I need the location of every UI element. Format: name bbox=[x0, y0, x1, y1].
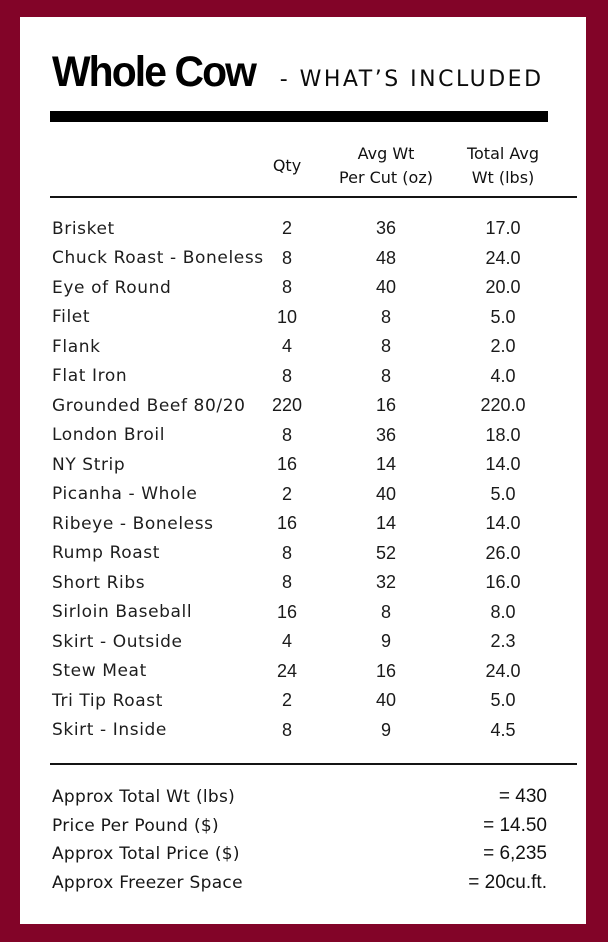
qty-cell: 10 bbox=[276, 306, 298, 327]
avg-wt-cell: 9 bbox=[380, 719, 391, 740]
column-header-avg-wt bbox=[339, 142, 433, 190]
summary-value: = 6,235 bbox=[483, 843, 547, 865]
cuts-table bbox=[20, 214, 586, 745]
qty-cell: 8 bbox=[281, 572, 292, 593]
cut-name-cell: Filet bbox=[52, 307, 91, 328]
total-wt-cell: 5.0 bbox=[490, 690, 516, 711]
table-row bbox=[20, 362, 586, 392]
total-wt-cell: 5.0 bbox=[490, 483, 516, 504]
avg-wt-cell: 36 bbox=[375, 218, 397, 239]
qty-cell: 220 bbox=[271, 395, 303, 416]
avg-wt-cell: 48 bbox=[375, 247, 397, 268]
qty-cell: 8 bbox=[281, 247, 292, 268]
cut-name-cell: Skirt - Inside bbox=[52, 720, 167, 741]
flyer-header bbox=[52, 49, 544, 96]
summary-label: Approx Total Price ($) bbox=[52, 844, 240, 865]
qty-cell: 16 bbox=[276, 454, 298, 475]
total-wt-cell: 8.0 bbox=[490, 601, 516, 622]
qty-cell: 2 bbox=[281, 483, 292, 504]
table-row bbox=[20, 391, 586, 421]
summary-row bbox=[20, 840, 586, 869]
total-wt-cell: 14.0 bbox=[485, 454, 521, 475]
summary-row bbox=[20, 783, 586, 812]
avg-wt-cell: 16 bbox=[375, 395, 397, 416]
qty-cell: 4 bbox=[281, 336, 292, 357]
summary-label: Approx Total Wt (lbs) bbox=[52, 787, 236, 808]
summary-rule bbox=[50, 763, 577, 765]
cut-name-cell: Flat Iron bbox=[52, 366, 128, 387]
qty-cell: 4 bbox=[281, 631, 292, 652]
avg-wt-cell: 40 bbox=[375, 690, 397, 711]
qty-cell: 2 bbox=[281, 218, 292, 239]
table-row bbox=[20, 273, 586, 303]
column-header-avg-wt-line1: Avg Wt bbox=[357, 144, 415, 163]
avg-wt-cell: 52 bbox=[375, 542, 397, 563]
qty-cell: 8 bbox=[281, 719, 292, 740]
page-subtitle: - WHAT’S INCLUDED bbox=[279, 67, 544, 92]
total-wt-cell: 16.0 bbox=[485, 572, 521, 593]
total-wt-cell: 20.0 bbox=[485, 277, 521, 298]
table-row bbox=[20, 332, 586, 362]
column-header-avg-wt-line2: Per Cut (oz) bbox=[339, 168, 433, 187]
avg-wt-cell: 8 bbox=[380, 601, 391, 622]
qty-cell: 8 bbox=[281, 424, 292, 445]
cut-name-cell: Sirloin Baseball bbox=[52, 602, 193, 623]
cut-name-cell: NY Strip bbox=[52, 454, 126, 475]
page-title: Whole Cow bbox=[52, 48, 256, 96]
table-row bbox=[20, 509, 586, 539]
table-row bbox=[20, 421, 586, 451]
cut-name-cell: Stew Meat bbox=[52, 661, 147, 682]
cut-name-cell: Short Ribs bbox=[52, 572, 146, 593]
summary-row bbox=[20, 812, 586, 841]
avg-wt-cell: 16 bbox=[375, 660, 397, 681]
avg-wt-cell: 14 bbox=[375, 513, 397, 534]
table-row bbox=[20, 598, 586, 628]
column-header-qty-label: Qty bbox=[272, 156, 302, 175]
avg-wt-cell: 36 bbox=[375, 424, 397, 445]
qty-cell: 16 bbox=[276, 601, 298, 622]
total-wt-cell: 24.0 bbox=[485, 660, 521, 681]
table-row bbox=[20, 539, 586, 569]
avg-wt-cell: 8 bbox=[380, 365, 391, 386]
summary-label: Price Per Pound ($) bbox=[52, 815, 219, 836]
total-wt-cell: 24.0 bbox=[485, 247, 521, 268]
qty-cell: 24 bbox=[276, 660, 298, 681]
table-row bbox=[20, 716, 586, 746]
total-wt-cell: 14.0 bbox=[485, 513, 521, 534]
cut-name-cell: Brisket bbox=[52, 218, 115, 239]
summary-value: = 14.50 bbox=[483, 814, 547, 836]
summary-value: = 20cu.ft. bbox=[468, 872, 547, 894]
cut-name-cell: Tri Tip Roast bbox=[52, 690, 163, 711]
qty-cell: 8 bbox=[281, 365, 292, 386]
table-row bbox=[20, 303, 586, 333]
column-header-total-wt bbox=[467, 142, 539, 190]
qty-cell: 2 bbox=[281, 690, 292, 711]
cut-name-cell: Picanha - Whole bbox=[52, 484, 198, 505]
avg-wt-cell: 40 bbox=[375, 277, 397, 298]
column-header-total-wt-line2: Wt (lbs) bbox=[471, 168, 535, 187]
cut-name-cell: London Broil bbox=[52, 425, 166, 446]
table-row bbox=[20, 657, 586, 687]
total-wt-cell: 4.0 bbox=[490, 365, 516, 386]
total-wt-cell: 4.5 bbox=[490, 719, 516, 740]
qty-cell: 16 bbox=[276, 513, 298, 534]
table-row bbox=[20, 214, 586, 244]
qty-cell: 8 bbox=[281, 277, 292, 298]
header-rule bbox=[50, 196, 577, 198]
total-wt-cell: 220.0 bbox=[480, 395, 526, 416]
qty-cell: 8 bbox=[281, 542, 292, 563]
summary-section bbox=[20, 783, 586, 897]
summary-row bbox=[20, 869, 586, 898]
summary-value: = 430 bbox=[498, 786, 547, 808]
flyer-sheet bbox=[20, 17, 586, 924]
cut-name-cell: Skirt - Outside bbox=[52, 631, 183, 652]
total-wt-cell: 26.0 bbox=[485, 542, 521, 563]
table-row bbox=[20, 627, 586, 657]
cut-name-cell: Eye of Round bbox=[52, 277, 172, 298]
avg-wt-cell: 40 bbox=[375, 483, 397, 504]
cut-name-cell: Ribeye - Boneless bbox=[52, 513, 214, 534]
cut-name-cell: Rump Roast bbox=[52, 543, 160, 564]
summary-label: Approx Freezer Space bbox=[52, 873, 243, 894]
avg-wt-cell: 14 bbox=[375, 454, 397, 475]
avg-wt-cell: 8 bbox=[380, 336, 391, 357]
table-row bbox=[20, 450, 586, 480]
column-header-total-wt-line1: Total Avg bbox=[466, 144, 540, 163]
cut-name-cell: Chuck Roast - Boneless bbox=[52, 248, 264, 269]
table-row bbox=[20, 244, 586, 274]
total-wt-cell: 5.0 bbox=[490, 306, 516, 327]
cut-name-cell: Flank bbox=[52, 336, 101, 357]
avg-wt-cell: 9 bbox=[380, 631, 391, 652]
total-wt-cell: 17.0 bbox=[485, 218, 521, 239]
total-wt-cell: 2.3 bbox=[490, 631, 516, 652]
total-wt-cell: 18.0 bbox=[485, 424, 521, 445]
avg-wt-cell: 8 bbox=[380, 306, 391, 327]
cut-name-cell: Grounded Beef 80/20 bbox=[52, 395, 246, 416]
divider-bar bbox=[50, 111, 548, 122]
column-header-qty bbox=[273, 140, 301, 192]
total-wt-cell: 2.0 bbox=[490, 336, 516, 357]
column-headers bbox=[20, 140, 586, 192]
table-row bbox=[20, 480, 586, 510]
table-row bbox=[20, 686, 586, 716]
table-row bbox=[20, 568, 586, 598]
avg-wt-cell: 32 bbox=[375, 572, 397, 593]
